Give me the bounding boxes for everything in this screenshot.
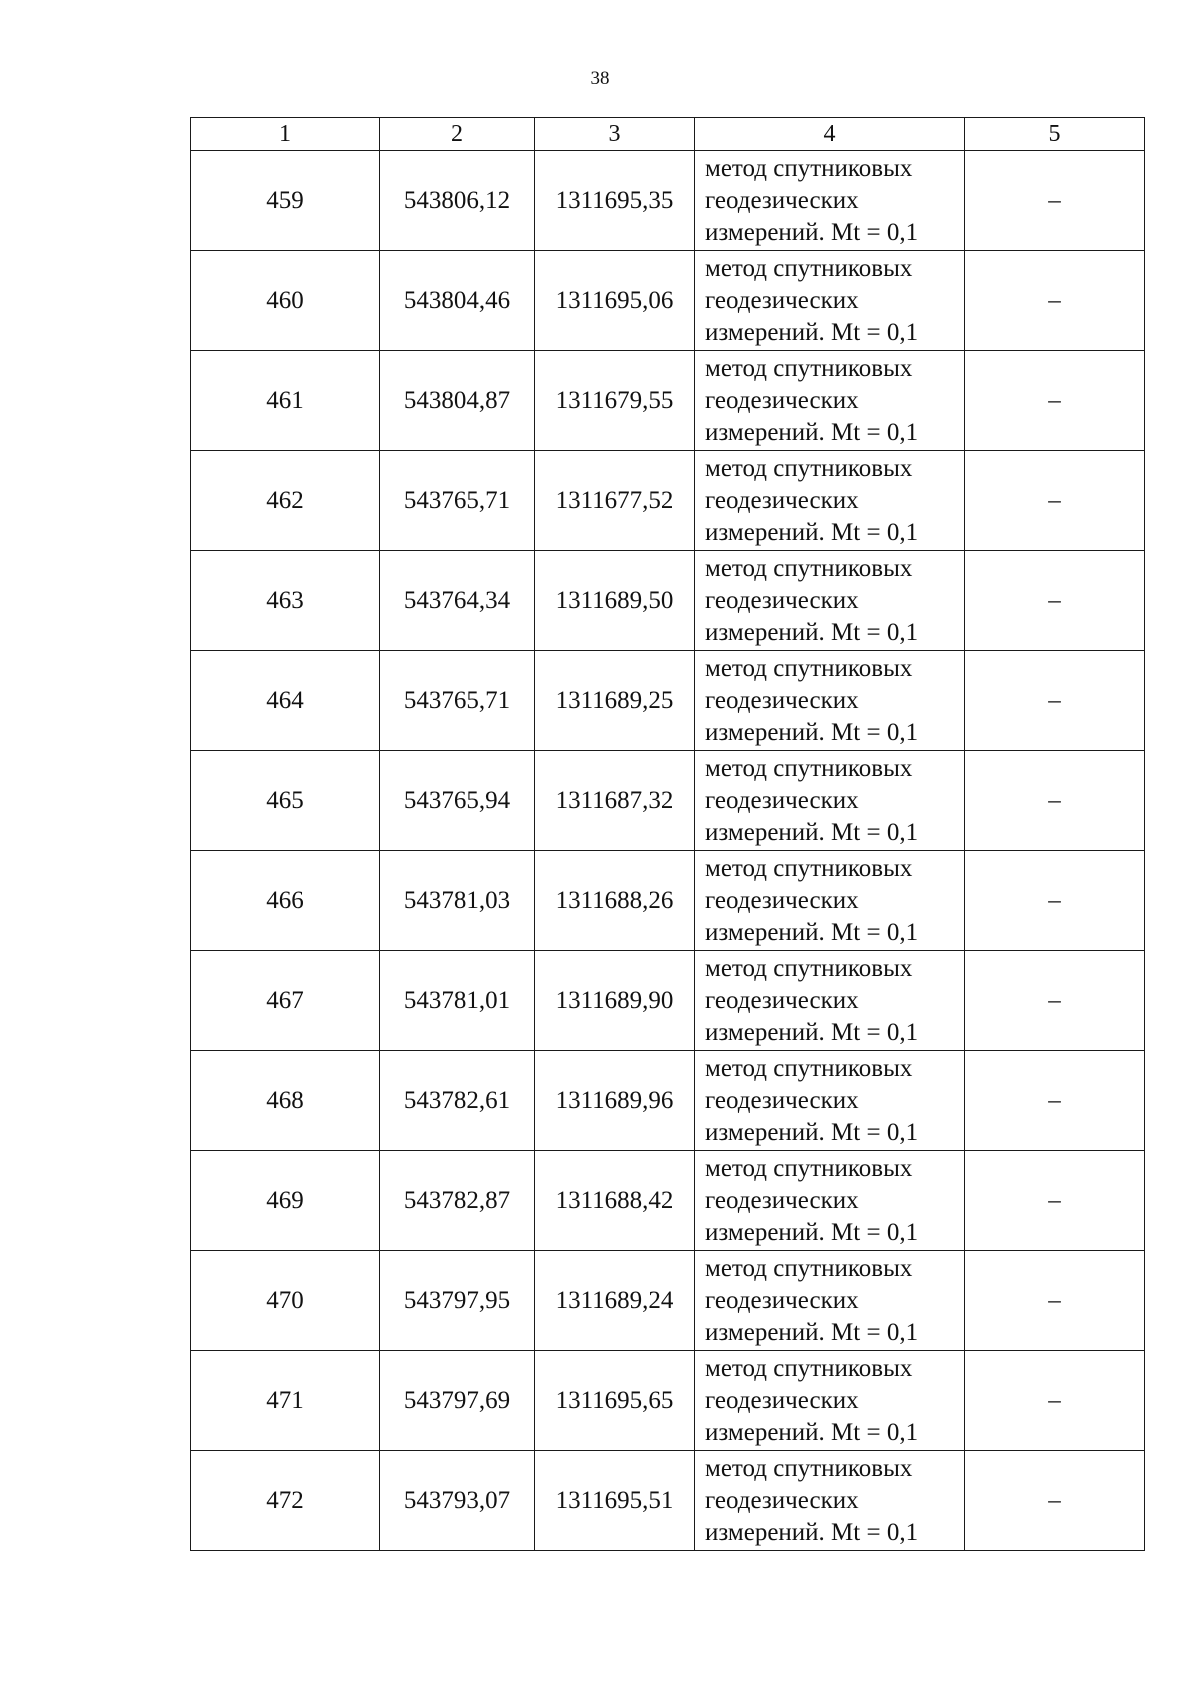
table-row: [191, 251, 1145, 351]
method-line: измерений. Mt = 0,1: [705, 718, 919, 746]
header-col-4: 4: [695, 118, 965, 151]
point-number-cell: 460: [191, 251, 380, 351]
method-line: геодезических: [705, 1186, 859, 1214]
point-number-cell: 471: [191, 1351, 380, 1451]
method-cell: [695, 251, 965, 351]
point-number-cell: 470: [191, 1251, 380, 1351]
table-row: [191, 751, 1145, 851]
table-row: [191, 451, 1145, 551]
method-line: метод спутниковых: [705, 454, 913, 482]
note-cell: –: [965, 751, 1145, 851]
method-line: геодезических: [705, 886, 859, 914]
point-number-cell: 459: [191, 151, 380, 251]
method-cell: [695, 351, 965, 451]
method-line: измерений. Mt = 0,1: [705, 518, 919, 546]
x-coordinate-cell: 543782,87: [380, 1151, 535, 1251]
method-cell: [695, 451, 965, 551]
y-coordinate-cell: 1311688,42: [535, 1151, 695, 1251]
method-line: метод спутниковых: [705, 1254, 913, 1282]
method-line: метод спутниковых: [705, 254, 913, 282]
point-number-cell: 467: [191, 951, 380, 1051]
header-col-1: 1: [191, 118, 380, 151]
method-line: геодезических: [705, 386, 859, 414]
header-row: [191, 118, 1145, 151]
method-line: геодезических: [705, 1086, 859, 1114]
method-line: измерений. Mt = 0,1: [705, 1318, 919, 1346]
method-line: измерений. Mt = 0,1: [705, 1518, 919, 1546]
method-line: метод спутниковых: [705, 1154, 913, 1182]
method-line: измерений. Mt = 0,1: [705, 618, 919, 646]
note-cell: –: [965, 451, 1145, 551]
point-number-cell: 466: [191, 851, 380, 951]
x-coordinate-cell: 543797,95: [380, 1251, 535, 1351]
coordinates-table: [190, 117, 1145, 1551]
method-line: метод спутниковых: [705, 954, 913, 982]
point-number-cell: 465: [191, 751, 380, 851]
method-cell: [695, 1451, 965, 1551]
note-cell: –: [965, 551, 1145, 651]
method-line: геодезических: [705, 786, 859, 814]
y-coordinate-cell: 1311689,24: [535, 1251, 695, 1351]
table-row: [191, 1051, 1145, 1151]
table-row: [191, 951, 1145, 1051]
table-row: [191, 151, 1145, 251]
y-coordinate-cell: 1311695,35: [535, 151, 695, 251]
table-row: [191, 1351, 1145, 1451]
method-line: метод спутниковых: [705, 754, 913, 782]
method-line: измерений. Mt = 0,1: [705, 418, 919, 446]
method-line: измерений. Mt = 0,1: [705, 218, 919, 246]
point-number-cell: 468: [191, 1051, 380, 1151]
x-coordinate-cell: 543781,01: [380, 951, 535, 1051]
method-line: геодезических: [705, 1486, 859, 1514]
method-line: измерений. Mt = 0,1: [705, 818, 919, 846]
method-line: измерений. Mt = 0,1: [705, 1418, 919, 1446]
table-header: [191, 118, 1145, 151]
x-coordinate-cell: 543804,87: [380, 351, 535, 451]
method-cell: [695, 551, 965, 651]
method-line: геодезических: [705, 586, 859, 614]
method-line: геодезических: [705, 1386, 859, 1414]
note-cell: –: [965, 1251, 1145, 1351]
table-row: [191, 851, 1145, 951]
method-line: метод спутниковых: [705, 654, 913, 682]
method-cell: [695, 1251, 965, 1351]
point-number-cell: 464: [191, 651, 380, 751]
note-cell: –: [965, 351, 1145, 451]
method-line: геодезических: [705, 186, 859, 214]
x-coordinate-cell: 543806,12: [380, 151, 535, 251]
note-cell: –: [965, 851, 1145, 951]
y-coordinate-cell: 1311695,06: [535, 251, 695, 351]
note-cell: –: [965, 1151, 1145, 1251]
header-col-3: 3: [535, 118, 695, 151]
method-line: метод спутниковых: [705, 1354, 913, 1382]
note-cell: –: [965, 251, 1145, 351]
method-cell: [695, 1051, 965, 1151]
method-line: метод спутниковых: [705, 1054, 913, 1082]
point-number-cell: 469: [191, 1151, 380, 1251]
header-col-5: 5: [965, 118, 1145, 151]
note-cell: –: [965, 151, 1145, 251]
x-coordinate-cell: 543782,61: [380, 1051, 535, 1151]
method-cell: [695, 851, 965, 951]
y-coordinate-cell: 1311687,32: [535, 751, 695, 851]
method-line: измерений. Mt = 0,1: [705, 1218, 919, 1246]
method-cell: [695, 951, 965, 1051]
table-body: [191, 151, 1145, 1551]
method-cell: [695, 151, 965, 251]
y-coordinate-cell: 1311679,55: [535, 351, 695, 451]
note-cell: –: [965, 651, 1145, 751]
note-cell: –: [965, 1351, 1145, 1451]
point-number-cell: 461: [191, 351, 380, 451]
y-coordinate-cell: 1311695,65: [535, 1351, 695, 1451]
method-cell: [695, 1351, 965, 1451]
page-number: 38: [590, 68, 610, 89]
method-cell: [695, 1151, 965, 1251]
note-cell: –: [965, 951, 1145, 1051]
method-line: измерений. Mt = 0,1: [705, 1118, 919, 1146]
header-col-2: 2: [380, 118, 535, 151]
table-row: [191, 551, 1145, 651]
x-coordinate-cell: 543764,34: [380, 551, 535, 651]
method-cell: [695, 751, 965, 851]
x-coordinate-cell: 543804,46: [380, 251, 535, 351]
y-coordinate-cell: 1311689,96: [535, 1051, 695, 1151]
method-line: метод спутниковых: [705, 1454, 913, 1482]
note-cell: –: [965, 1051, 1145, 1151]
method-line: измерений. Mt = 0,1: [705, 918, 919, 946]
method-line: геодезических: [705, 1286, 859, 1314]
point-number-cell: 462: [191, 451, 380, 551]
x-coordinate-cell: 543765,71: [380, 651, 535, 751]
y-coordinate-cell: 1311689,90: [535, 951, 695, 1051]
y-coordinate-cell: 1311695,51: [535, 1451, 695, 1551]
method-line: геодезических: [705, 986, 859, 1014]
method-line: метод спутниковых: [705, 554, 913, 582]
method-line: метод спутниковых: [705, 154, 913, 182]
table-row: [191, 1251, 1145, 1351]
point-number-cell: 463: [191, 551, 380, 651]
x-coordinate-cell: 543793,07: [380, 1451, 535, 1551]
x-coordinate-cell: 543781,03: [380, 851, 535, 951]
method-line: геодезических: [705, 686, 859, 714]
table-row: [191, 351, 1145, 451]
point-number-cell: 472: [191, 1451, 380, 1551]
method-cell: [695, 651, 965, 751]
y-coordinate-cell: 1311688,26: [535, 851, 695, 951]
table-row: [191, 1151, 1145, 1251]
x-coordinate-cell: 543765,71: [380, 451, 535, 551]
method-line: геодезических: [705, 486, 859, 514]
method-line: измерений. Mt = 0,1: [705, 1018, 919, 1046]
y-coordinate-cell: 1311689,25: [535, 651, 695, 751]
method-line: геодезических: [705, 286, 859, 314]
note-cell: –: [965, 1451, 1145, 1551]
method-line: метод спутниковых: [705, 854, 913, 882]
method-line: измерений. Mt = 0,1: [705, 318, 919, 346]
table-row: [191, 1451, 1145, 1551]
y-coordinate-cell: 1311689,50: [535, 551, 695, 651]
table-row: [191, 651, 1145, 751]
x-coordinate-cell: 543797,69: [380, 1351, 535, 1451]
x-coordinate-cell: 543765,94: [380, 751, 535, 851]
method-line: метод спутниковых: [705, 354, 913, 382]
y-coordinate-cell: 1311677,52: [535, 451, 695, 551]
